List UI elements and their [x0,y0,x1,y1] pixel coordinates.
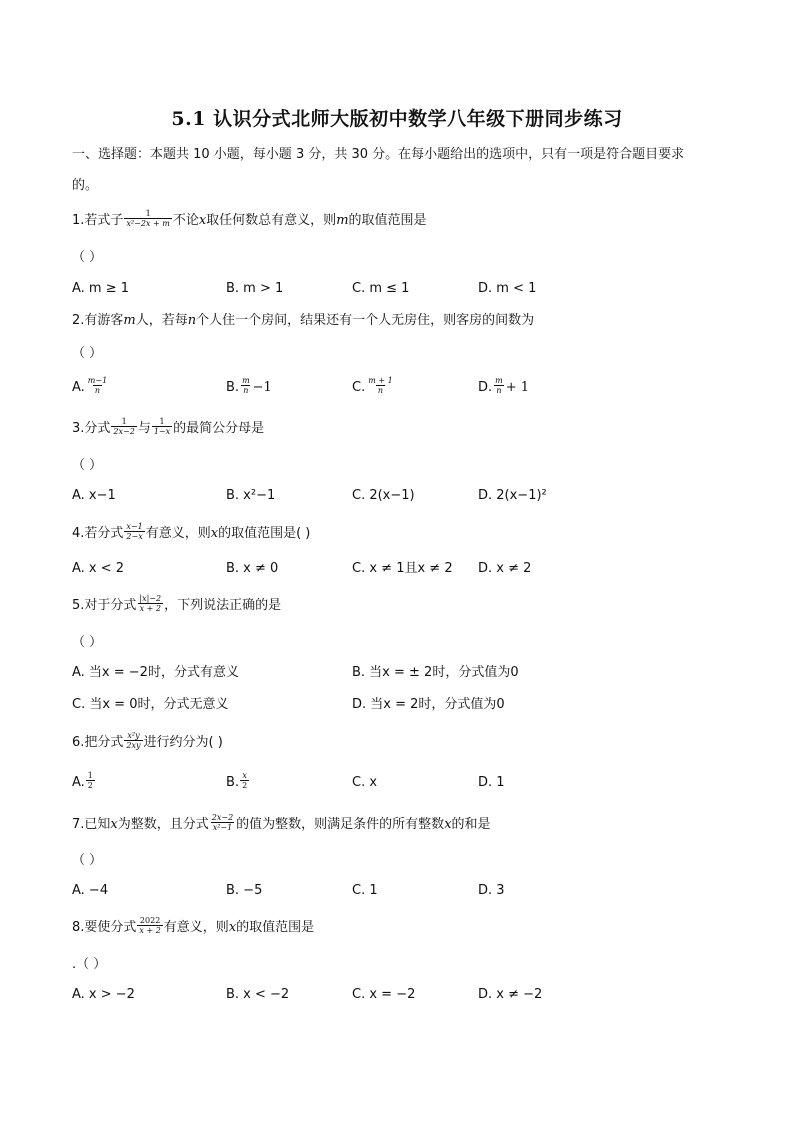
q2-optD-label: D. [478,380,493,395]
q2-optB-den: n [243,386,249,395]
q8-fraction [137,916,162,935]
q2-optA-label: A. [72,380,85,395]
q4-option-c[interactable]: C. x ≠ 1且x ≠ 2 [352,561,453,576]
page-title: 5.1 认识分式北师大版初中数学八年级下册同步练习 [171,108,623,130]
q2-optC-num: m + 1 [368,376,393,385]
q4-fraction [124,522,144,541]
q7-var-x2: x [444,817,452,832]
q1-text-b: 取任何数总有意义，则 [206,213,337,228]
q2-optD-num: m [495,376,503,385]
q6-fraction [124,731,142,750]
q6-optA-den: 2 [87,781,93,790]
q8-frac-num: 2022 [139,916,161,925]
q1-answer-paren: （ ） [72,250,103,265]
q8-option-b[interactable]: B. x < −2 [226,987,290,1002]
q4-option-b[interactable]: B. x ≠ 0 [226,561,279,576]
q1-option-a[interactable]: A. m ≥ 1 [72,281,130,296]
q5-option-d[interactable]: D. 当x = 2时，分式值为0 [352,697,505,712]
q1-option-c[interactable]: C. m ≤ 1 [352,281,410,296]
q2-option-d[interactable] [478,378,529,398]
q7-option-d[interactable]: D. 3 [478,883,505,898]
q2-option-b[interactable] [226,378,272,398]
q1-var-m: m [336,213,349,228]
q2-var-n: n [187,313,197,328]
q1-text-c: 的取值范围是 [348,213,427,228]
q6-optA-label: A. [72,775,85,790]
q2-optB-label: B. [226,380,240,395]
q4-option-a[interactable]: A. x < 2 [72,561,125,576]
q2-optB-num: m [242,376,250,385]
q1-option-d[interactable]: D. m < 1 [478,281,537,296]
q3-mid: 与 [137,421,151,436]
q8-option-a[interactable]: A. x > −2 [72,987,135,1002]
q4-mid: 有意义，则 [145,526,211,541]
q5-prefix: 5.对于分式 [72,598,137,613]
q8-var-x: x [228,920,237,935]
q2-optB-tail: −1 [252,380,272,395]
q5-frac-den: x + 2 [139,604,161,613]
q1-text-a: 不论 [172,213,199,228]
q7-var-x: x [110,817,118,832]
q2-optC-label: C. [352,380,366,395]
question-4 [72,524,310,544]
q2-optA-den: n [94,386,101,395]
q2-optD-fraction [493,376,505,395]
q4-var-x: x [210,526,219,541]
q6-optB-label: B. [226,775,240,790]
q6-prefix: 6.把分式 [72,735,124,750]
q3-f2-num: 1 [159,417,165,426]
q7-mid: 为整数，且分式 [117,817,209,832]
q4-prefix: 4.若分式 [72,526,124,541]
q5-answer-paren: （ ） [72,635,103,650]
q6-frac-den: 2xy [126,741,141,750]
q6-option-a[interactable] [72,773,96,793]
q5-suffix: ，下列说法正确的是 [164,598,282,613]
q1-option-b[interactable]: B. m > 1 [226,281,284,296]
q6-option-d[interactable]: D. 1 [478,775,505,790]
q7-frac-den: x²−1 [212,823,233,832]
q6-option-b[interactable] [226,773,250,793]
q4-frac-den: 2−x [126,532,143,541]
q2-optC-den: n [377,386,384,395]
q7-frac-num: 2x−2 [211,813,234,822]
q3-option-a[interactable]: A. x−1 [72,488,116,503]
q5-fraction [137,594,163,613]
q6-suffix: 进行约分为( ) [143,735,223,750]
q3-f1-den: 2x−2 [113,427,135,436]
q2-option-a[interactable] [72,378,110,398]
q2-option-c[interactable] [352,378,396,398]
question-2 [72,311,534,331]
q2-optC-fraction [366,376,394,395]
q6-frac-num: x²y [127,731,140,740]
q6-optB-num: x [242,771,247,780]
q8-frac-den: x + 2 [139,926,161,935]
question-3 [72,419,264,439]
q4-option-d[interactable]: D. x ≠ 2 [478,561,532,576]
q7-option-c[interactable]: C. 1 [352,883,378,898]
q1-fraction [124,209,171,228]
q2-suffix: 个人住一个房间，结果还有一个人无房住，则客房的间数为 [196,313,535,328]
q7-option-a[interactable]: A. −4 [72,883,109,898]
q3-prefix: 3.分式 [72,421,111,436]
q6-optB-fraction [240,771,249,790]
q4-suffix: 的取值范围是( ) [218,526,311,541]
question-7 [72,815,491,835]
q7-fraction [210,813,235,832]
q2-optD-den: n [496,386,502,395]
q5-option-a[interactable]: A. 当x = −2时，分式有意义 [72,665,239,680]
q2-var-m: m [123,313,136,328]
q7-text-a: 的值为整数，则满足条件的所有整数 [236,817,445,832]
q4-frac-num: x−1 [126,522,143,531]
q2-optB-fraction [240,376,252,395]
q3-answer-paren: （ ） [72,458,103,473]
section-heading-line2: 的。 [72,178,99,193]
q6-option-c[interactable]: C. x [352,775,378,790]
question-1 [72,211,427,231]
q3-option-b[interactable]: B. x²−1 [226,488,276,503]
q8-prefix: 8.要使分式 [72,920,137,935]
question-6 [72,733,223,753]
q6-optA-num: 1 [87,771,93,780]
question-8 [72,918,314,938]
q2-mid: 人，若每 [135,313,188,328]
q2-optA-num: m−1 [87,376,108,385]
q5-option-b[interactable]: B. 当x = ± 2时，分式值为0 [352,665,519,680]
q8-option-c[interactable]: C. x = −2 [352,987,416,1002]
q7-text-b: 的和是 [451,817,491,832]
q7-option-b[interactable]: B. −5 [226,883,263,898]
q3-f1-num: 1 [121,417,127,426]
q7-answer-paren: （ ） [72,853,103,868]
q1-frac-den: x²−2x + m [126,219,170,228]
q8-option-d[interactable]: D. x ≠ −2 [478,987,543,1002]
q1-prefix: 1.若式子 [72,213,124,228]
q5-frac-num: |x|−2 [139,594,162,603]
q8-mid: 有意义，则 [163,920,229,935]
q3-option-d[interactable]: D. 2(x−1)² [478,488,547,503]
q8-suffix: 的取值范围是 [236,920,315,935]
question-5 [72,596,281,616]
q3-suffix: 的最简公分母是 [173,421,265,436]
q2-prefix: 2.有游客 [72,313,124,328]
q1-var-x: x [198,213,207,228]
q3-fraction-2 [152,417,172,436]
section-heading-line1: 一、选择题：本题共 10 小题，每小题 3 分，共 30 分。在每小题给出的选项中，只有一项是符合题目要求 [72,147,685,162]
q6-optA-fraction [86,771,95,790]
q3-f2-den: 1−x [153,427,171,436]
q2-optD-tail: + 1 [505,380,530,395]
q1-frac-num: 1 [145,209,151,218]
q3-option-c[interactable]: C. 2(x−1) [352,488,415,503]
q6-optB-den: 2 [242,781,248,790]
q3-fraction-1 [111,417,136,436]
q5-option-c[interactable]: C. 当x = 0时，分式无意义 [72,697,229,712]
q8-answer-paren: .（ ） [72,957,107,972]
q7-prefix: 7.已知 [72,817,111,832]
q2-answer-paren: （ ） [72,346,103,361]
q2-optA-fraction [86,376,109,395]
